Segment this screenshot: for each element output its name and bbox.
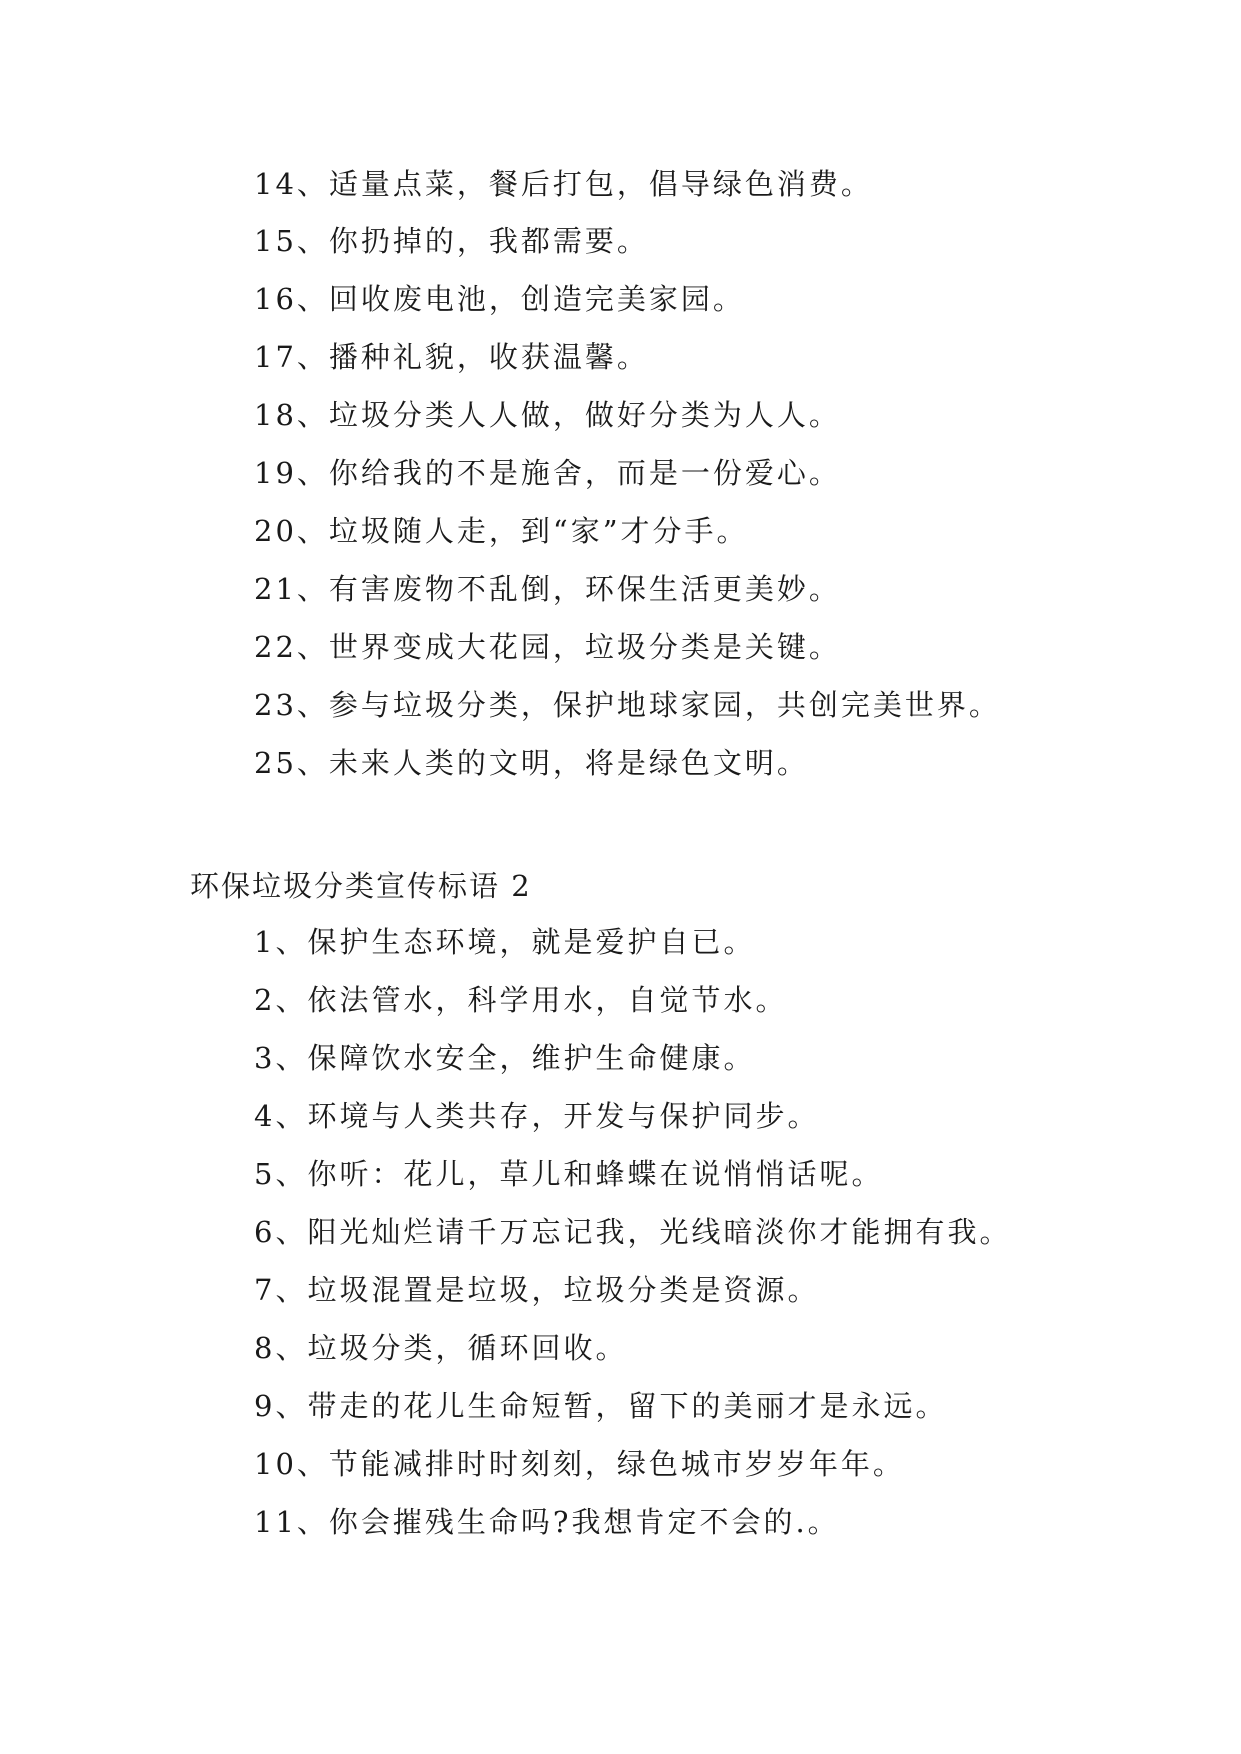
list-item: 3、保障饮水安全，维护生命健康。 [254, 1041, 756, 1075]
list-item: 7、垃圾混置是垃圾，垃圾分类是资源。 [254, 1273, 820, 1307]
list-item: 11、你会摧残生命吗?我想肯定不会的.。 [254, 1505, 840, 1539]
list-item: 22、世界变成大花园，垃圾分类是关键。 [254, 630, 841, 664]
list-item: 16、回收废电池，创造完美家园。 [254, 282, 745, 316]
list-item: 4、环境与人类共存，开发与保护同步。 [254, 1099, 820, 1133]
list-item: 8、垃圾分类，循环回收。 [254, 1331, 628, 1365]
list-item: 10、节能减排时时刻刻，绿色城市岁岁年年。 [254, 1447, 905, 1481]
list-item: 19、你给我的不是施舍，而是一份爱心。 [254, 456, 841, 490]
list-item: 1、保护生态环境，就是爱护自已。 [254, 925, 756, 959]
list-item: 23、参与垃圾分类，保护地球家园，共创完美世界。 [254, 688, 1001, 722]
list-item: 14、适量点菜，餐后打包，倡导绿色消费。 [254, 167, 873, 201]
list-item: 6、阳光灿烂请千万忘记我，光线暗淡你才能拥有我。 [254, 1215, 1012, 1249]
list-item: 15、你扔掉的，我都需要。 [254, 224, 649, 258]
list-item: 18、垃圾分类人人做，做好分类为人人。 [254, 398, 841, 432]
list-item: 9、带走的花儿生命短暂，留下的美丽才是永远。 [254, 1389, 948, 1423]
list-item: 2、依法管水，科学用水，自觉节水。 [254, 983, 788, 1017]
list-item: 5、你听：花儿，草儿和蜂蝶在说悄悄话呢。 [254, 1157, 884, 1191]
section-heading: 环保垃圾分类宣传标语 2 [190, 869, 532, 903]
list-item: 20、垃圾随人走，到“家”才分手。 [254, 514, 749, 548]
list-item: 21、有害废物不乱倒，环保生活更美妙。 [254, 572, 841, 606]
list-item: 25、未来人类的文明，将是绿色文明。 [254, 746, 809, 780]
list-item: 17、播种礼貌，收获温馨。 [254, 340, 649, 374]
